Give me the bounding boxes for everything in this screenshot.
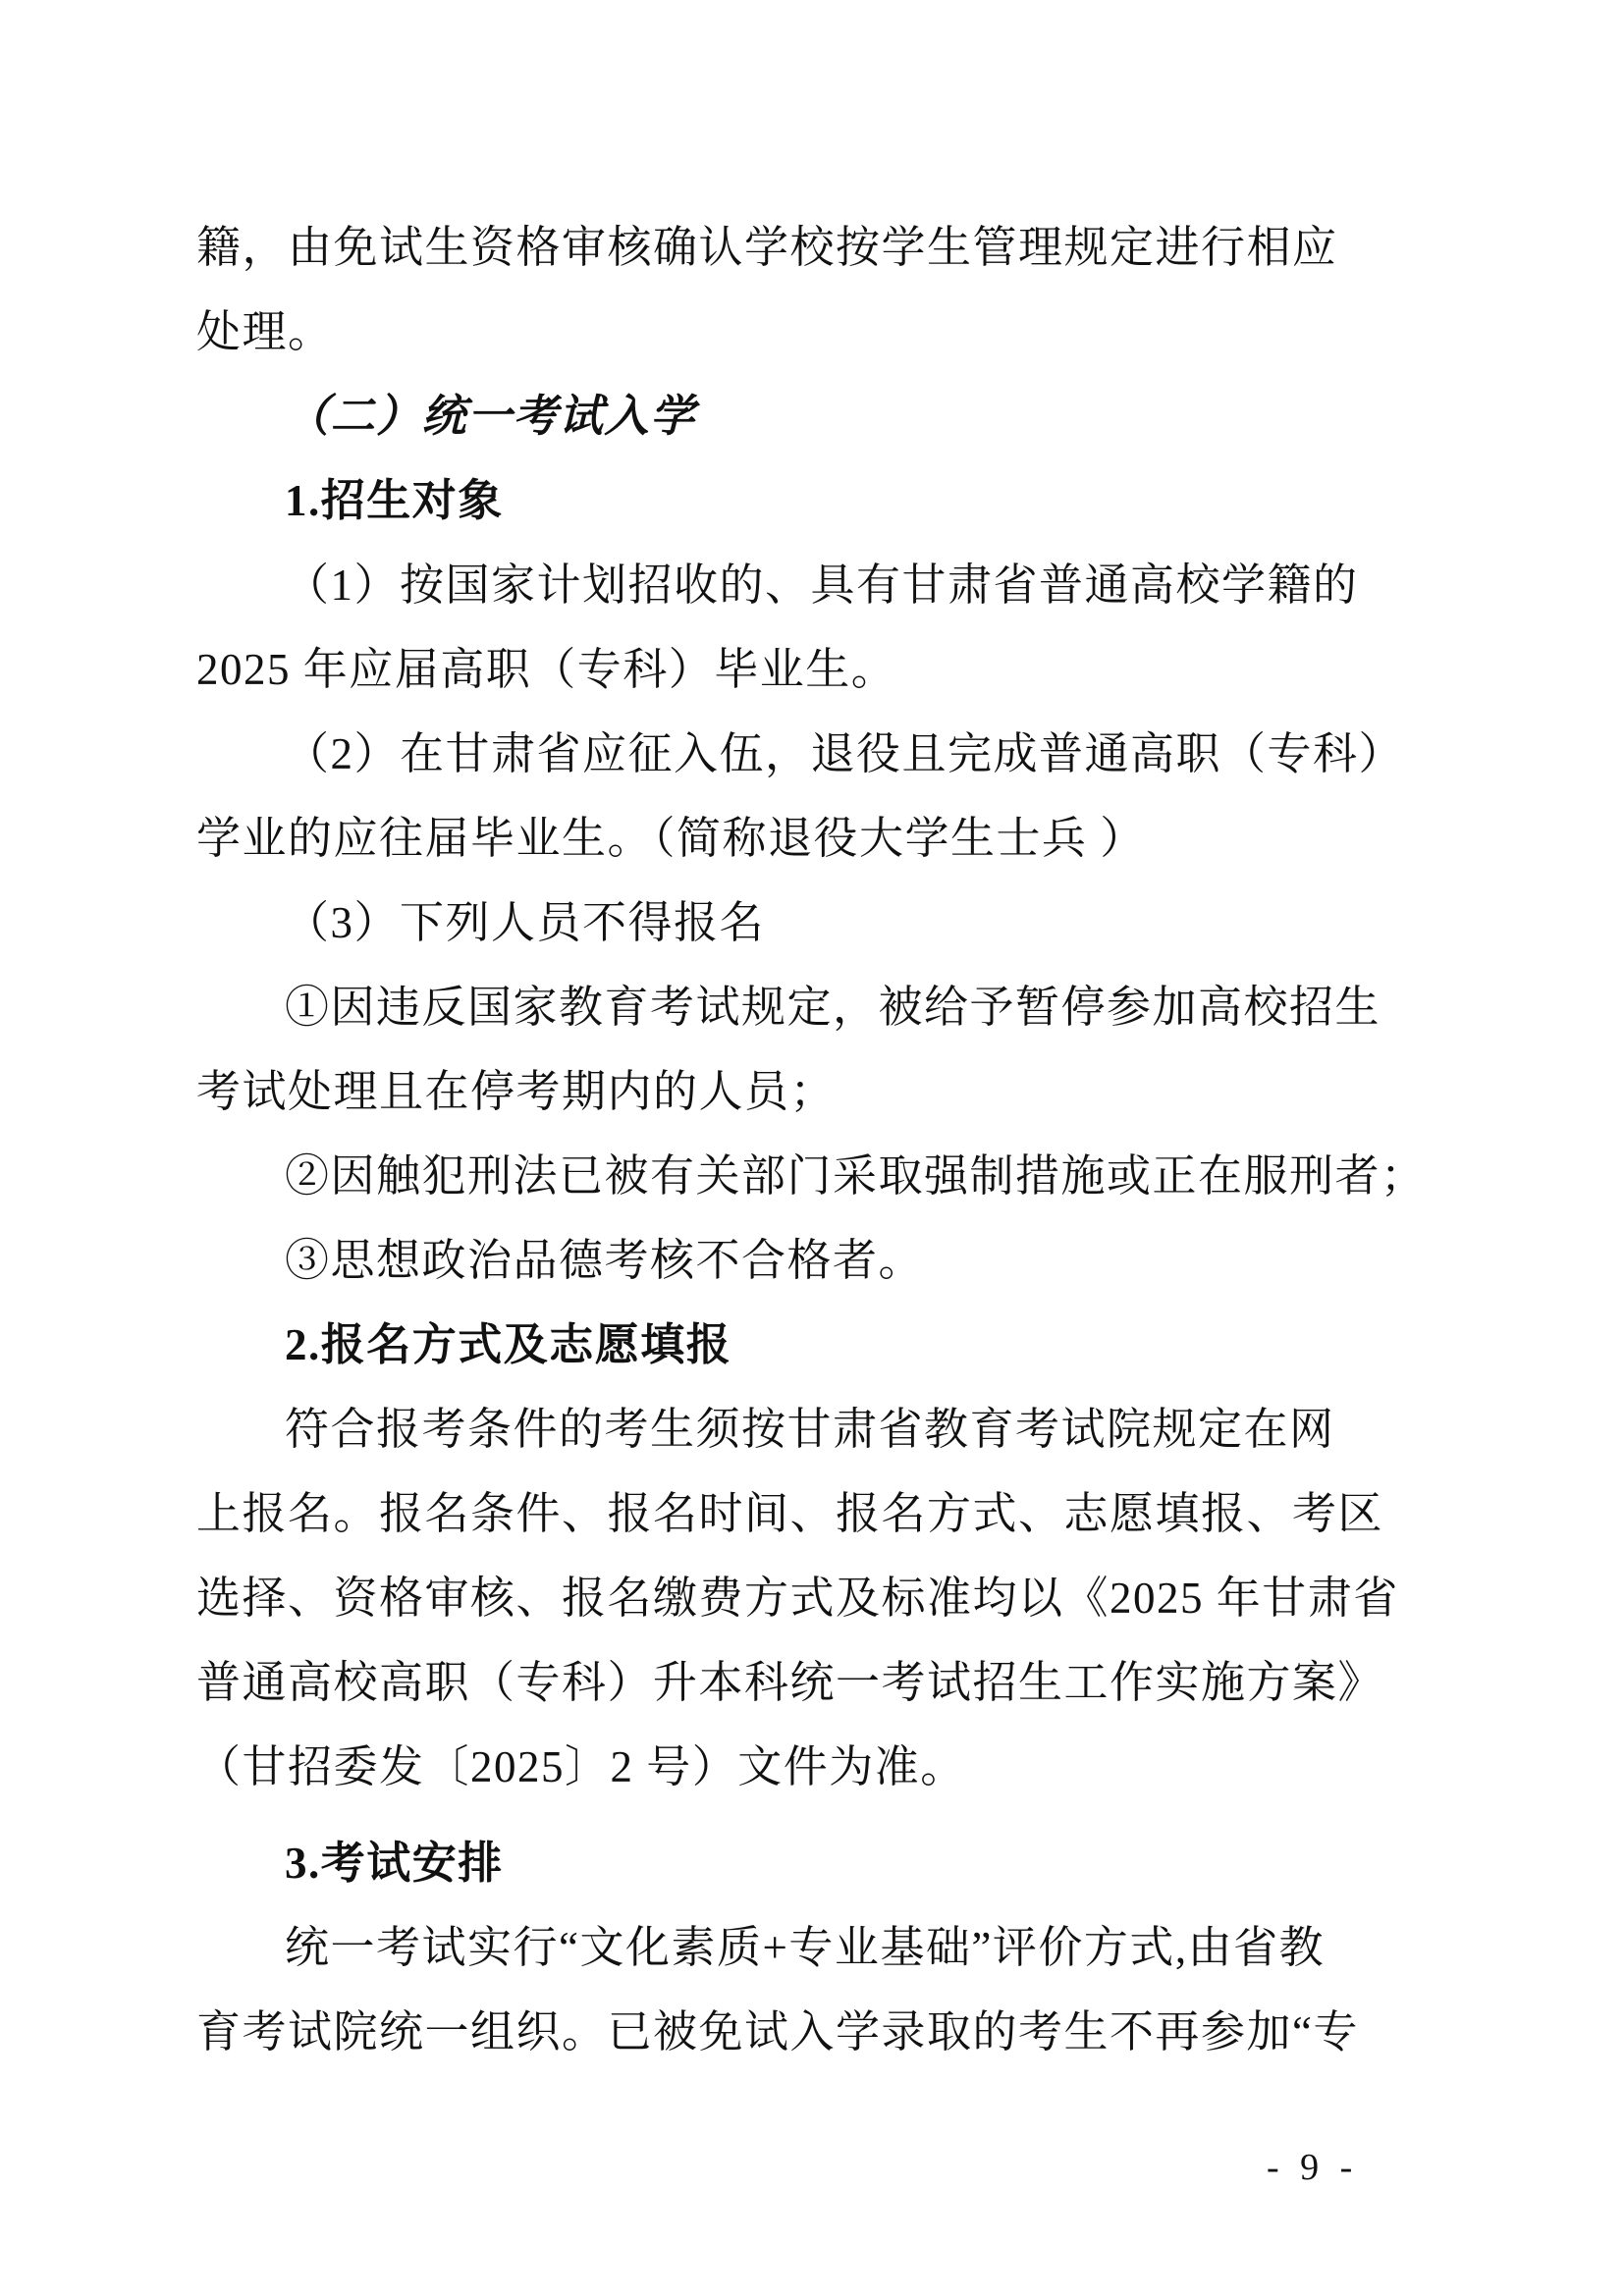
- paragraph-line: ③思想政治品德考核不合格者。: [285, 1236, 925, 1285]
- paragraph-line: （2）在甘肃省应征入伍，退役且完成普通高职（专科）: [285, 729, 1405, 778]
- subsection-heading: 1.招生对象: [285, 476, 504, 525]
- section-heading: （二）统一考试入学: [285, 392, 696, 441]
- paragraph-line: （1）按国家计划招收的、具有甘肃省普通高校学籍的: [285, 561, 1359, 610]
- paragraph-line: （甘招委发〔2025〕2 号）文件为准。: [196, 1742, 966, 1791]
- paragraph-line: 上报名。报名条件、报名时间、报名方式、志愿填报、考区: [196, 1489, 1384, 1538]
- subsection-heading: 2.报名方式及志愿填报: [285, 1320, 732, 1369]
- paragraph-line: 学业的应往届毕业生。（简称退役大学生士兵 ）: [196, 814, 1146, 863]
- paragraph-line: 处理。: [196, 307, 334, 356]
- paragraph-line: ②因触犯刑法已被有关部门采取强制措施或正在服刑者；: [285, 1151, 1427, 1201]
- paragraph-line: （3）下列人员不得报名: [285, 898, 766, 947]
- paragraph-line: 统一考试实行“文化素质+专业基础”评价方式,由省教: [285, 1923, 1326, 1972]
- subsection-heading: 3.考试安排: [285, 1839, 504, 1888]
- paragraph-line: 考试处理且在停考期内的人员；: [196, 1067, 837, 1116]
- paragraph-line: 选择、资格审核、报名缴费方式及标准均以《2025 年甘肃省: [196, 1574, 1399, 1623]
- document-body: [196, 205, 1427, 2074]
- paragraph-line: 符合报考条件的考生须按甘肃省教育考试院规定在网: [285, 1405, 1335, 1454]
- paragraph-line: 育考试院统一组织。已被免试入学录取的考生不再参加“专: [196, 2007, 1359, 2056]
- page-number: - 9 -: [1267, 2147, 1359, 2188]
- paragraph-line: ①因违反国家教育考试规定，被给予暂停参加高校招生: [285, 983, 1381, 1032]
- paragraph-line: 籍，由免试生资格审核确认学校按学生管理规定进行相应: [196, 223, 1338, 272]
- paragraph-line: 普通高校高职（专科）升本科统一考试招生工作实施方案》: [196, 1658, 1384, 1707]
- paragraph-line: 2025 年应届高职（专科）毕业生。: [196, 645, 897, 694]
